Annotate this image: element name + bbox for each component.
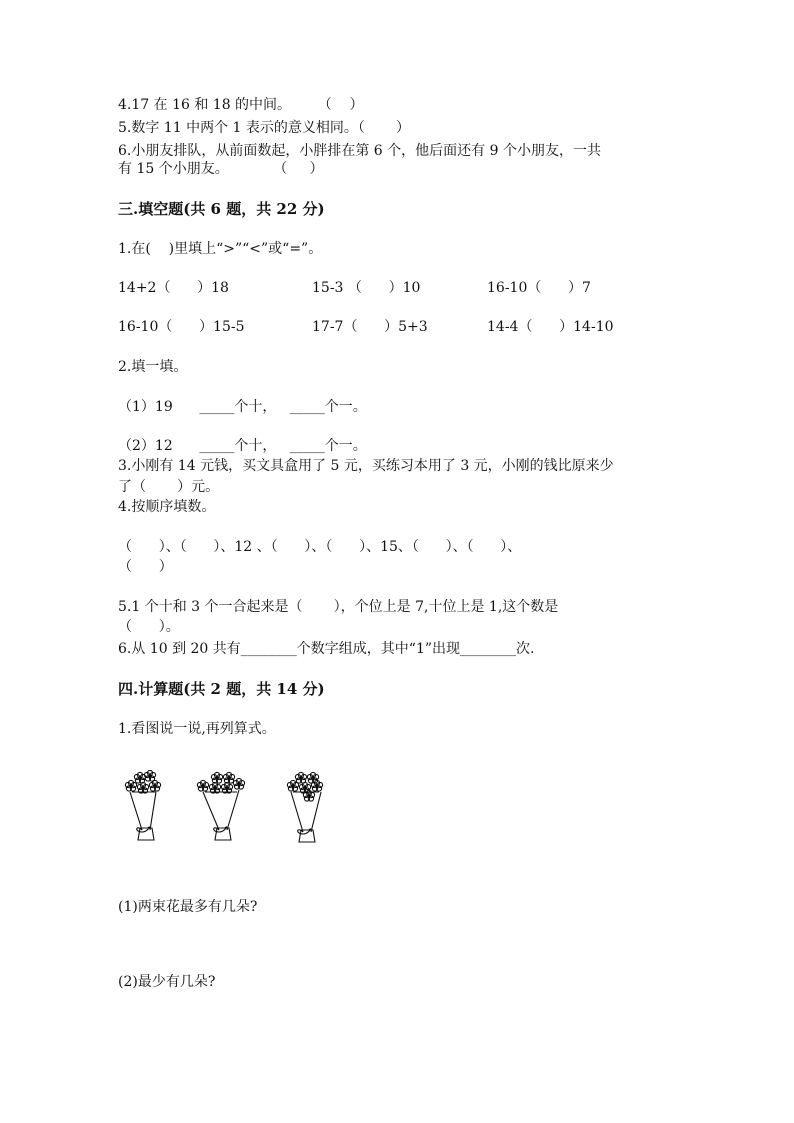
judge-q6-line2: 有 15 个小朋友。 （ ） bbox=[118, 161, 324, 177]
judge-q6-line1: 6.小朋友排队，从前面数起，小胖排在第 6 个，他后面还有 9 个小朋友，一共 bbox=[118, 143, 601, 159]
judge-q5: 5.数字 11 中两个 1 表示的意义相同。（ ） bbox=[118, 120, 411, 136]
compare-item: 15-3 （ ）10 bbox=[312, 280, 421, 296]
section3-title: 三.填空题(共 6 题，共 22 分) bbox=[118, 200, 325, 218]
section4-title: 四.计算题(共 2 题，共 14 分) bbox=[118, 680, 325, 698]
bouquet-3 bbox=[287, 772, 322, 842]
fill-q5-line1: 5.1 个十和 3 个一合起来是（ ），个位上是 7,十位上是 1,这个数是 bbox=[118, 599, 559, 615]
fill-q3-line2: 了（ ）元。 bbox=[118, 479, 220, 495]
calc-sub2: (2)最少有几朵? bbox=[118, 974, 216, 990]
compare-item: 17-7（ ）5+3 bbox=[312, 319, 428, 335]
compare-item: 14-4（ ）14-10 bbox=[487, 319, 614, 335]
fill-q4-line1: （ ）、（ ）、12 、（ ）、（ ）、15、（ ）、（ ）、 bbox=[118, 539, 522, 555]
fill-q3-line1: 3.小刚有 14 元钱，买文具盒用了 5 元，买练习本用了 3 元，小刚的钱比原来少 bbox=[118, 458, 614, 474]
compare-item: 16-10（ ）7 bbox=[487, 280, 591, 296]
judge-q4: 4.17 在 16 和 18 的中间。 （ ） bbox=[118, 97, 364, 113]
fill-q2-1: （1）19 _____个十， _____个一。 bbox=[118, 399, 367, 415]
fill-q2: 2.填一填。 bbox=[118, 359, 188, 375]
calc-q1: 1.看图说一说,再列算式。 bbox=[118, 721, 276, 737]
flower-bouquets-illustration bbox=[118, 770, 348, 860]
bouquet-1 bbox=[125, 770, 160, 840]
fill-q5-line2: （ ）。 bbox=[118, 619, 180, 635]
fill-q2-2: （2）12 _____个十， _____个一。 bbox=[118, 438, 367, 454]
compare-item: 14+2（ ）18 bbox=[118, 280, 229, 296]
fill-q1: 1.在( )里填上“>”“<”或“=”。 bbox=[118, 241, 323, 257]
fill-q4: 4.按顺序填数。 bbox=[118, 499, 216, 515]
bouquet-2 bbox=[197, 772, 244, 840]
fill-q4-line2: （ ） bbox=[118, 559, 173, 575]
calc-sub1: (1)两束花最多有几朵? bbox=[118, 899, 258, 915]
fill-q6: 6.从 10 到 20 共有________个数字组成，其中“1”出现________次. bbox=[118, 641, 535, 657]
compare-item: 16-10（ ）15-5 bbox=[118, 319, 245, 335]
